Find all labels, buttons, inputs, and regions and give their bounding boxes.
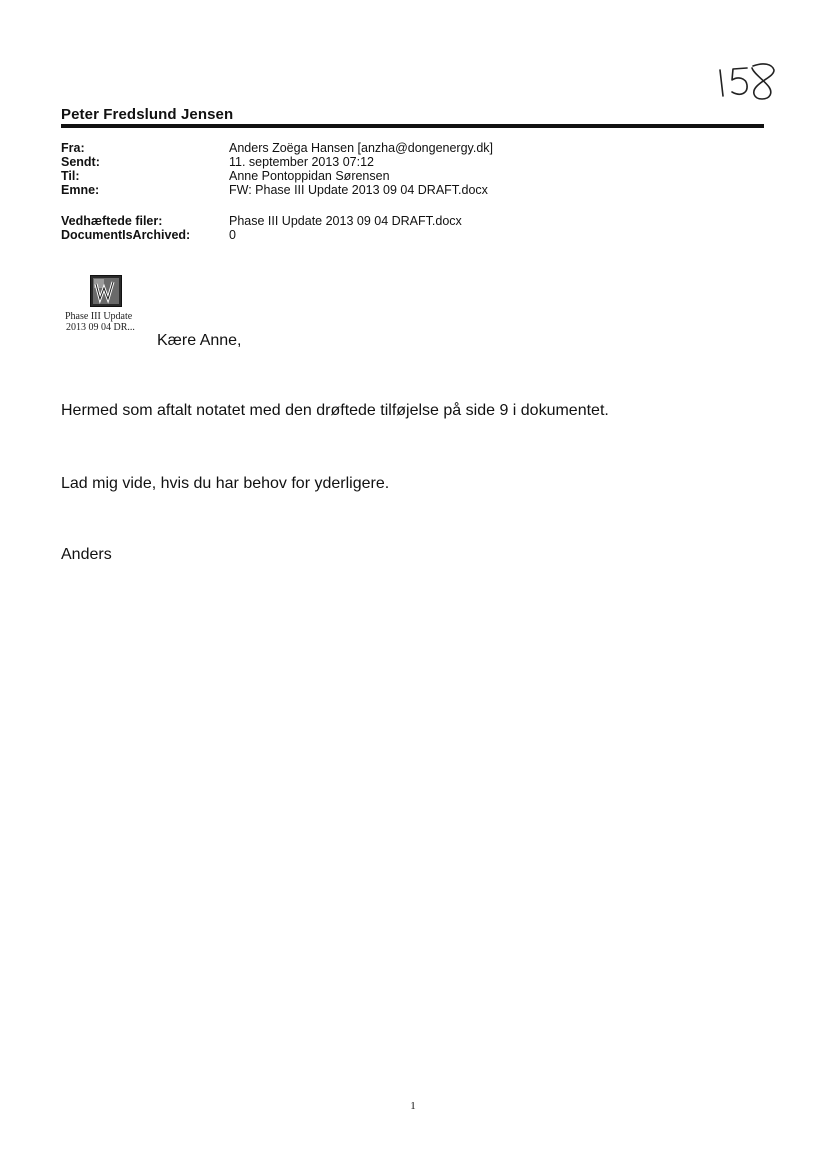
email-paragraph-2: Lad mig vide, hvis du har behov for yderligere. bbox=[61, 475, 390, 492]
meta-row-sent bbox=[61, 155, 493, 169]
meta-label-to: Til: bbox=[61, 169, 80, 183]
meta-label-archived: DocumentIsArchived: bbox=[61, 228, 191, 242]
attachment-caption-line1: Phase III Update bbox=[65, 311, 133, 322]
meta-label-sent: Sendt: bbox=[61, 155, 100, 169]
email-metadata bbox=[61, 141, 493, 242]
word-document-icon bbox=[90, 275, 122, 307]
meta-row-attachments bbox=[61, 214, 493, 228]
meta-label-attachments: Vedhæftede filer: bbox=[61, 214, 163, 228]
mailbox-owner-name: Peter Fredslund Jensen bbox=[61, 106, 234, 123]
meta-label-subject: Emne: bbox=[61, 183, 100, 197]
meta-value-archived: 0 bbox=[229, 228, 236, 242]
meta-row-to bbox=[61, 169, 493, 183]
attachment-caption-line2: 2013 09 04 DR... bbox=[66, 322, 135, 333]
meta-value-subject: FW: Phase III Update 2013 09 04 DRAFT.docx bbox=[229, 183, 488, 197]
attachment-caption bbox=[60, 311, 160, 333]
email-greeting: Kære Anne, bbox=[157, 332, 242, 349]
meta-value-from: Anders Zoëga Hansen [anzha@dongenergy.dk] bbox=[229, 141, 494, 155]
email-signoff: Anders bbox=[61, 546, 112, 563]
meta-value-to: Anne Pontoppidan Sørensen bbox=[229, 169, 390, 183]
meta-label-from: Fra: bbox=[61, 141, 85, 155]
meta-value-attachments: Phase III Update 2013 09 04 DRAFT.docx bbox=[229, 214, 462, 228]
attachment-item[interactable] bbox=[60, 275, 160, 333]
handwritten-page-number bbox=[714, 58, 784, 102]
meta-row-from bbox=[61, 141, 493, 155]
meta-row-archived bbox=[61, 228, 493, 242]
meta-row-subject bbox=[61, 183, 493, 197]
meta-value-sent: 11. september 2013 07:12 bbox=[229, 155, 375, 169]
header-divider bbox=[61, 124, 764, 128]
meta-spacer bbox=[61, 197, 493, 214]
email-paragraph-1: Hermed som aftalt notatet med den drøftede tilføjelse på side 9 i dokumentet. bbox=[61, 402, 609, 419]
page-footer-number: 1 bbox=[410, 1100, 416, 1112]
